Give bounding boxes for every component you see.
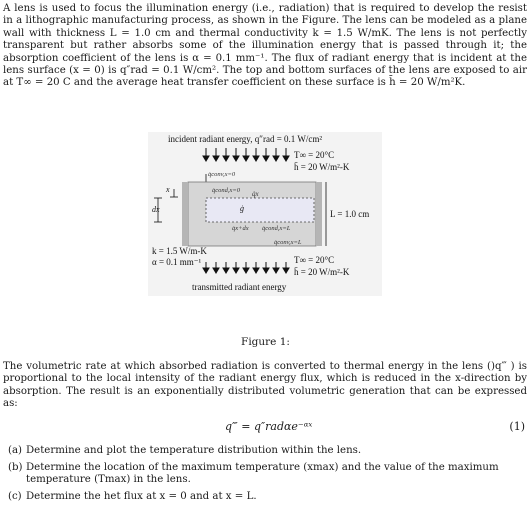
question-b <box>8 462 527 487</box>
thickness-label: L = 1.0 cm <box>330 209 370 219</box>
incident-arrows <box>203 148 289 161</box>
absorption-coeff-label: α = 0.1 mm⁻¹ <box>152 257 202 267</box>
question-label: (c) <box>8 490 22 502</box>
transmitted-arrows <box>203 262 289 273</box>
equation-number: (1) <box>509 420 525 433</box>
equation: q‴ = q″radαe⁻ᵅˣ <box>225 420 313 433</box>
incident-radiation-label: incident radiant energy, q″rad = 0.1 W/cm² <box>168 134 323 144</box>
questions-list <box>8 445 527 507</box>
q-xdx-label: q̇x+dx <box>232 225 249 232</box>
top-ambient-temp: T∞ = 20°C <box>294 150 335 160</box>
control-volume <box>206 198 314 222</box>
question-text: Determine the het flux at x = 0 and at x = L. <box>26 490 257 502</box>
g-label: ġ <box>240 204 244 213</box>
volumetric-paragraph: The volumetric rate at which absorbed radiation is converted to thermal energy in the lens ()q‴ ) is proportional to the local intensity of the radiant energy flux, which is reduced in the x-direction by absorption. The result is an exponentially distributed volumetric generation that can be expressed as: <box>3 361 527 410</box>
question-text: Determine and plot the temperature distribution within the lens. <box>26 445 362 456</box>
top-heat-transfer-coeff: h̄ = 20 W/m²-K <box>294 162 350 172</box>
q-conv-bottom-label: q̇conv,x=L <box>274 239 302 246</box>
question-label: (b) <box>8 461 23 473</box>
q-x-label: q̇x <box>252 190 259 198</box>
q-cond-x0-label: q̇cond,x=0 <box>212 187 241 194</box>
problem-intro: A lens is used to focus the illumination energy (i.e., radiation) that is required to develop the resist in a lithographic manufacturing process, as shown in the Figure. The lens can be modeled as a plane wall with thickness L = 1.0 cm and thermal conductivity k = 1.5 W/mK. The lens is not perfectly transparent but rather absorbs some of the illumination energy that is passed through it; the absorption coefficient of the lens is α = 0.1 mm⁻¹. The flux of radiant energy that is incident at the lens surface (x = 0) is q″rad = 0.1 W/cm². The top and bottom surfaces of the lens are exposed to air at T∞ = 20 C and the average heat transfer coefficient on these surface is h̄ = 20 W/m²K. <box>3 3 527 89</box>
question-label: (a) <box>8 445 23 456</box>
question-c <box>8 491 527 504</box>
x-axis-label: x <box>166 185 170 194</box>
dx-label: dx <box>152 205 160 214</box>
question-text: Determine the location of the maximum temperature (xmax) and the value of the maximum temperature (Tmax) in the lens. <box>26 461 499 486</box>
conductivity-label: k = 1.5 W/m-K <box>152 246 207 256</box>
q-conv-top-label: q̇conv,x=0 <box>208 171 236 178</box>
q-cond-L-label: q̇cond,x=L <box>262 225 291 232</box>
lens-figure <box>148 132 382 296</box>
bottom-heat-transfer-coeff: h̄ = 20 W/m²-K <box>294 267 350 277</box>
figure-caption: Figure 1: <box>241 336 290 348</box>
bottom-ambient-temp: T∞ = 20°C <box>294 255 335 265</box>
transmitted-radiation-label: transmitted radiant energy <box>192 282 287 292</box>
question-a <box>8 445 527 458</box>
